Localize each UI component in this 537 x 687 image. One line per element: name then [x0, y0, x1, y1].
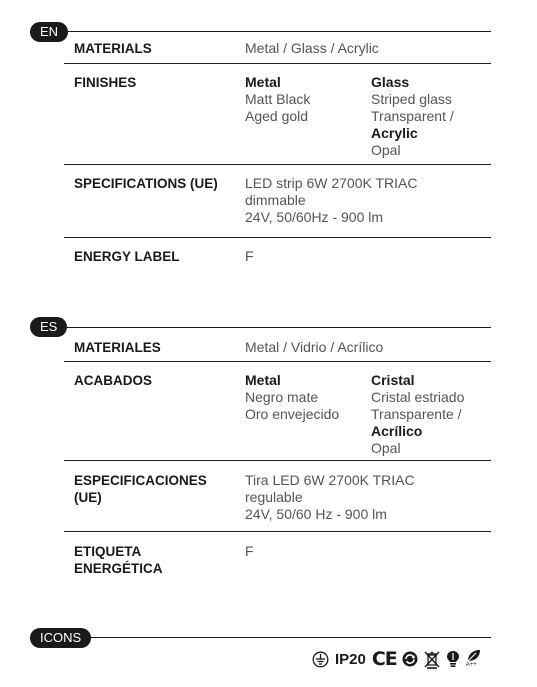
materials-row — [64, 40, 491, 64]
finish-glass-option: Transparent / — [371, 108, 454, 124]
weee-bin-icon — [423, 650, 441, 669]
materials-label: MATERIALES — [74, 340, 161, 355]
finish-metal-title: Metal — [245, 372, 281, 388]
energy-label-row — [64, 248, 491, 272]
finishes-metal-column — [245, 372, 339, 423]
specifications-label: SPECIFICATIONS (UE) — [74, 176, 218, 191]
finish-glass-title: Glass — [371, 74, 410, 90]
finishes-glass-column — [371, 372, 464, 457]
finish-metal-option: Oro envejecido — [245, 406, 340, 422]
finishes-label: ACABADOS — [74, 373, 153, 388]
language-tag-es: ES — [30, 317, 67, 337]
specifications-row — [64, 175, 491, 238]
dimmable-bulb-icon — [445, 649, 461, 669]
certification-icons — [312, 646, 483, 672]
ce-mark-icon: CE — [371, 648, 397, 670]
icons-tag: ICONS — [30, 628, 91, 648]
specifications-row — [64, 472, 491, 532]
energy-label-line: ETIQUETA — [74, 544, 142, 559]
finishes-row — [64, 372, 491, 461]
specifications-label — [74, 472, 207, 506]
materials-value: Metal / Vidrio / Acrílico — [245, 339, 384, 355]
finishes-glass-column — [371, 74, 454, 159]
materials-label: MATERIALS — [74, 41, 152, 56]
finishes-metal-column — [245, 74, 310, 125]
specifications-label-line: (UE) — [74, 490, 102, 505]
specifications-value — [245, 472, 415, 523]
finish-glass-title: Cristal — [371, 372, 415, 388]
finish-glass-option: Transparente / — [371, 406, 462, 422]
finish-metal-option: Matt Black — [245, 91, 311, 107]
ip20-rating: IP20 — [335, 650, 366, 668]
finish-metal-option: Negro mate — [245, 389, 319, 405]
section-divider — [88, 637, 491, 638]
finishes-row — [64, 74, 491, 165]
earth-ground-icon — [312, 651, 329, 668]
energy-label: ENERGY LABEL — [74, 249, 180, 264]
finishes-label: FINISHES — [74, 75, 137, 90]
finish-acrylic-title: Acrílico — [371, 423, 423, 439]
energy-class-icon — [465, 648, 483, 670]
materials-value: Metal / Glass / Acrylic — [245, 40, 379, 56]
recycle-icon — [401, 650, 419, 668]
finish-acrylic-option: Opal — [371, 440, 401, 456]
language-tag-en: EN — [30, 22, 68, 42]
spec-line: 24V, 50/60 Hz - 900 lm — [245, 506, 387, 522]
spec-line: regulable — [245, 489, 303, 505]
finish-metal-title: Metal — [245, 74, 281, 90]
spec-line: LED strip 6W 2700K TRIAC — [245, 175, 418, 191]
energy-label-row — [64, 543, 491, 583]
specifications-value — [245, 175, 417, 226]
finish-acrylic-title: Acrylic — [371, 125, 418, 141]
specifications-label-line: ESPECIFICACIONES — [74, 473, 207, 488]
energy-label-line: ENERGÉTICA — [74, 561, 163, 576]
finish-acrylic-option: Opal — [371, 142, 401, 158]
spec-line: 24V, 50/60Hz - 900 lm — [245, 209, 384, 225]
section-divider — [64, 327, 491, 328]
section-divider — [64, 31, 491, 32]
energy-value: F — [245, 543, 254, 559]
spec-line: dimmable — [245, 192, 306, 208]
materials-row — [64, 339, 491, 362]
spec-line: Tira LED 6W 2700K TRIAC — [245, 472, 415, 488]
energy-class-text: A++ — [465, 662, 477, 668]
energy-value: F — [245, 248, 254, 264]
energy-label — [74, 543, 163, 577]
finish-glass-option: Striped glass — [371, 91, 452, 107]
finish-glass-option: Cristal estriado — [371, 389, 465, 405]
finish-metal-option: Aged gold — [245, 108, 309, 124]
